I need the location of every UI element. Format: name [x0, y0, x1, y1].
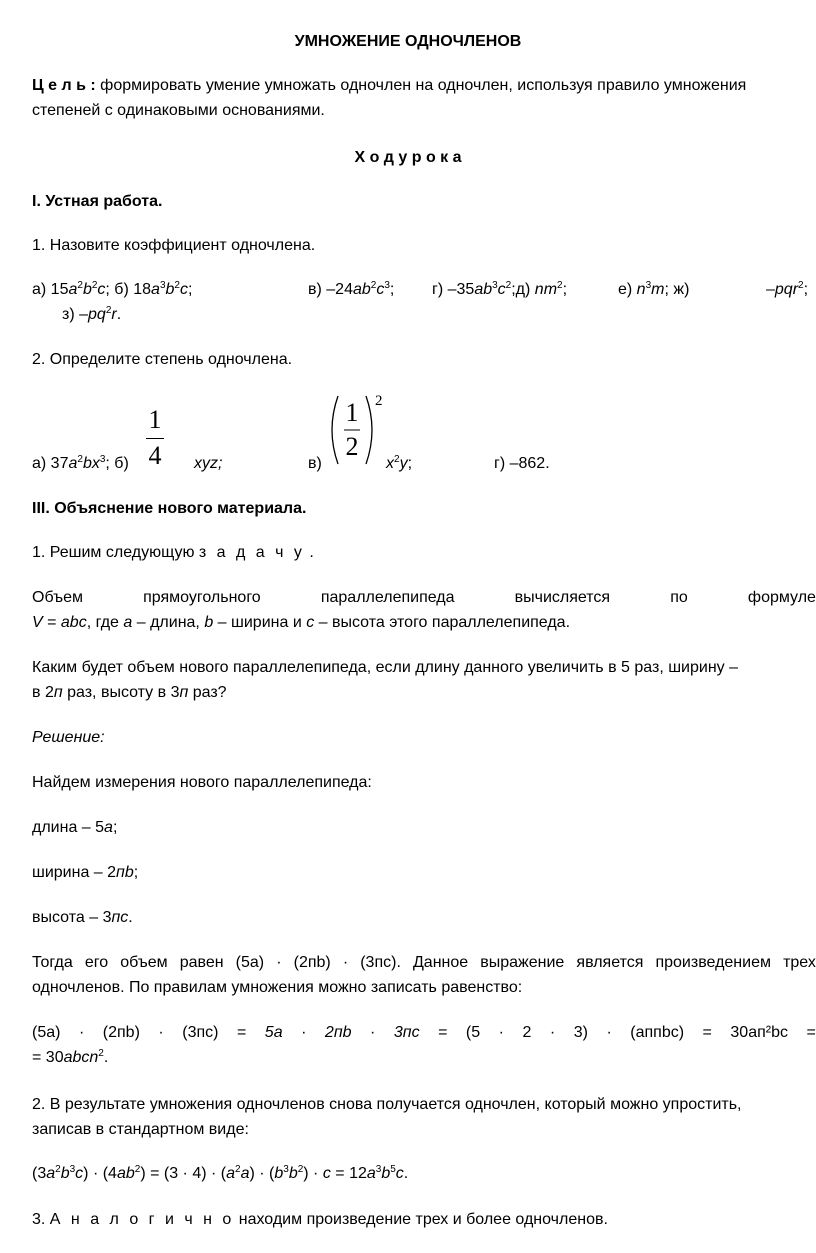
- example-expression: $(3a^2b^3c) \cdot (4ab^2) = (3 \cdot 4) \cdot (a^2a) \cdot (b^3b^2) \cdot c = 12a^3b^5c$.: [32, 1164, 409, 1182]
- goal-line-1: Ц е л ь : формировать умение умножать одночлен на одночлен, используя правило умножения: [32, 77, 747, 94]
- task2-item-v-variables: $x^2y$;: [386, 454, 413, 472]
- task1-label: 1. Назовите коэффициент одночлена.: [32, 237, 316, 254]
- section-oral-work: I. Устная работа.: [32, 193, 163, 210]
- task1-item-g-d: г) $-35ab^3c^2;д$) $nm^2$;: [432, 280, 568, 298]
- equality-line-2: = 30abcn$^2$.: [32, 1048, 109, 1066]
- volume-line-2: V = abc, где a – длина, b – ширина и c – высота этого параллелепипеда.: [32, 614, 571, 631]
- lesson-heading: Х о д у р о к а: [354, 149, 462, 166]
- task-solve-line: 1. Решим следующую з а д а ч у .: [32, 544, 314, 561]
- goal-label: Ц е л ь :: [32, 77, 96, 94]
- volume-line-1: Объем прямоугольного параллелепипеда вычисляется по формуле: [32, 589, 816, 606]
- task2-item-a: а) $37a^2bx^3$; б): [32, 454, 129, 472]
- dim-height: высота – 3пс.: [32, 909, 133, 926]
- task2-item-v-label: в): [308, 455, 322, 472]
- task2-item-g: г) –862.: [494, 455, 550, 472]
- rule2-line-1: 2. В результате умножения одночленов снова получается одночлен, который можно упростить,: [32, 1096, 742, 1113]
- dim-length: длина – 5а;: [32, 819, 118, 836]
- task1-item-zh-value: –pqr$^2$;: [766, 280, 809, 298]
- rule2-line-2: записав в стандартном виде:: [32, 1121, 249, 1138]
- page-title: УМНОЖЕНИЕ ОДНОЧЛЕНОВ: [294, 33, 522, 50]
- volume-calc-line-2: одночленов. По правилам умножения можно записать равенство:: [32, 979, 523, 996]
- task2-item-b-variables: xyz;: [194, 455, 223, 472]
- question-line-1: Каким будет объем нового параллелепипеда, если длину данного увеличить в 5 раз, ширину –: [32, 659, 738, 676]
- fraction-one-quarter: 1 4: [144, 404, 166, 470]
- task1-item-v: в) $-24ab^2c^3$;: [308, 280, 395, 298]
- task1-item-e-zh: е) $n^3m$; ж): [618, 280, 690, 298]
- task1-item-z: з) $-pq^2r$.: [62, 305, 122, 323]
- fraction-one-half-squared: 1 2 2: [326, 392, 386, 468]
- dims-heading: Найдем измерения нового параллелепипеда:: [32, 774, 372, 791]
- dim-width: ширина – 2пb;: [32, 864, 139, 881]
- task2-label: 2. Определите степень одночлена.: [32, 351, 293, 368]
- analogy-line: 3. А н а л о г и ч н о находим произведение трех и более одночленов.: [32, 1211, 608, 1228]
- question-line-2: в 2п раз, высоту в 3п раз?: [32, 684, 227, 701]
- equality-line-1: (5а) · (2пb) · (3пс) = 5а · 2пb · 3пс = (5 · 2 · 3) · (аппbc) = 30ап²bc =: [32, 1024, 816, 1041]
- volume-calc-line-1: Тогда его объем равен (5a) · (2пb) · (3пс). Данное выражение является произведением трех: [32, 954, 816, 971]
- task1-item-a-b: а) $15a^2b^2c$; б) $18a^3b^2c$;: [32, 280, 193, 298]
- section-new-material: III. Объяснение нового материала.: [32, 500, 307, 517]
- solution-label: Решение:: [32, 729, 105, 746]
- goal-line-2: степеней с одинаковыми основаниями.: [32, 102, 325, 119]
